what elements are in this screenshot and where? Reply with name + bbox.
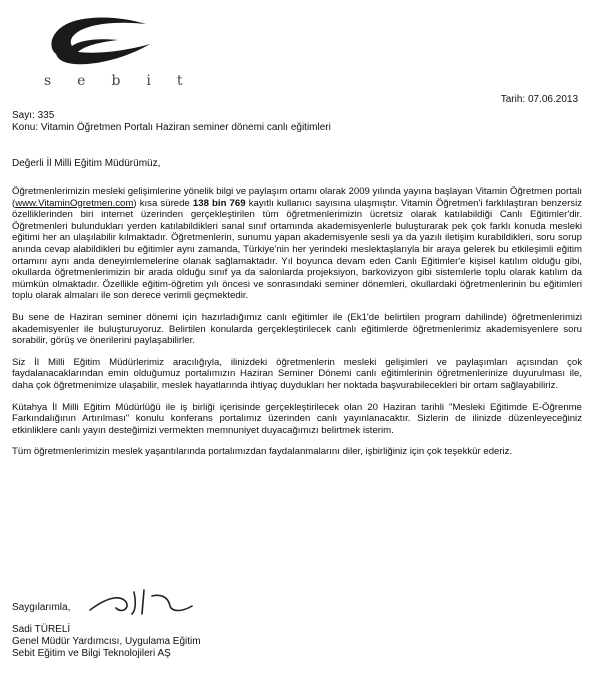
letter-body xyxy=(12,186,582,468)
paragraph-2: Bu sene de Haziran seminer dönemi için hazırladığımız canlı eğitimler ile (Ek1'de belirtilen program dahilinde) öğretmenlerimizi akademisyenler ile buluşturuyoruz. Belirtilen konularda gerçekleştirilecek canlı eğitimlerde öğretmenlerimiz akademisyenlere soru sorabilir, görüş ve önerilerini paylaşabilirler. xyxy=(12,311,582,347)
sebit-logo-mark xyxy=(38,10,168,70)
paragraph-1-part-c: kayıtlı kullanıcı sayısına ulaşmıştır. Vitamin Öğretmen'i farklılaştıran benzersiz özelliklerinden biri internet üzerinden gerçekleştirilen tüm öğretmenlerimizin ücretsiz olarak katılabildiği Canlı Eğitimler'dir. Öğretmenleri bulundukları yerden katılabildikleri sanal sınıf ortamında akademisyenlerle buluşturarak pek çok farklı konuda mesleki eğitimi her an ulaşılabilir kılmaktadır. Öğretmenlerin, sunumu yapan akademisyenle sesli ya da yazılı iletişim kurabildikleri, soru sorup anında cevap alabildikleri bu eğitimler aynı zamanda, Türkiye'nin her yerindeki meslektaşlarıyla bir araya gelerek bu etkileşimli eğitim ortamını aynı anda deneyimlemelerine olanak sağlamaktadır. Yıl boyunca devam eden Canlı Eğitimler'e kişisel katılım olduğu gibi, okullarda öğretmenlerimizin bir arada olduğu sınıf ya da salonlarda projeksiyon, barkovizyon gibi sistemlerle toplu olarak katılım da mümkün olmaktadır. Özellikle eğitim-öğretim yılı öncesi ve sonrasındaki seminer dönemleri, okullardaki öğretmenlerinin bu eğitimleri toplu olarak almaları ile son derece verimli geçmektedir. xyxy=(12,197,583,302)
handwritten-signature xyxy=(86,584,196,618)
paragraph-1-part-b: ) kısa sürede xyxy=(133,197,193,209)
paragraph-4: Kütahya İl Milli Eğitim Müdürlüğü ile iş birliği içerisinde gerçekleştirilecek olan 20 Haziran tarihli "Mesleki Eğitimde E-Öğrenme Farkındalığının Artırılması" konulu konferans portalımız üzerinden canlı yayınlanacaktır. Sizlerin de ilinizde düzenleyeceğiniz etkinliklere canlı yayın desteğimizi vermekten memnuniyet duyacağımızı belirtmek isterim. xyxy=(12,401,582,436)
signer-block xyxy=(12,624,201,660)
signer-title: Genel Müdür Yardımcısı, Uygulama Eğitim xyxy=(12,636,201,647)
paragraph-3: Siz İl Milli Eğitim Müdürlerimiz aracılığıyla, ilinizdeki öğretmenlerin mesleki gelişimleri ve paylaşımları açısından çok faydalanacaklarından emin olduğumuz portalımızın Haziran Seminer Dönemi canlı eğitimlerinin öğretmenlerinize duyurulması ile, daha çok öğretmenimize ulaşabilir, meslek hayatlarında ihtiyaç duydukları her noktada başvurabilecekleri bir ortam sağlayabiliriz. xyxy=(12,356,582,391)
paragraph-5: Tüm öğretmenlerimizin meslek yaşantılarında portalımızdan faydalanmalarını diler, işbirliğiniz için çok teşekkür ederiz. xyxy=(12,446,513,458)
signer-company: Sebit Eğitim ve Bilgi Teknolojileri AŞ xyxy=(12,648,171,659)
letter-reference xyxy=(12,110,331,134)
closing: Saygılarımla, xyxy=(12,602,71,613)
paragraph-1-part-a: Öğretmenlerimizin mesleki gelişimlerine yönelik bilgi ve paylaşım ortamı olarak 2009 yılında yayına başlayan Vitamin Öğretmen portalı ( xyxy=(12,186,582,209)
sebit-logo xyxy=(38,10,209,92)
brand-wordmark: sebit xyxy=(44,73,209,89)
reference-subject: Konu: Vitamin Öğretmen Portalı Haziran seminer dönemi canlı eğitimleri xyxy=(12,122,331,133)
portal-link[interactable]: www.VitaminOgretmen.com xyxy=(15,197,134,209)
reference-number: Sayı: 335 xyxy=(12,110,55,121)
salutation: Değerli İl Milli Eğitim Müdürümüz, xyxy=(12,158,161,169)
paragraph-1 xyxy=(12,186,582,302)
user-count: 138 bin 769 xyxy=(192,197,246,209)
signer-name: Sadi TÜRELİ xyxy=(12,624,71,635)
letter-date: Tarih: 07.06.2013 xyxy=(500,94,578,105)
